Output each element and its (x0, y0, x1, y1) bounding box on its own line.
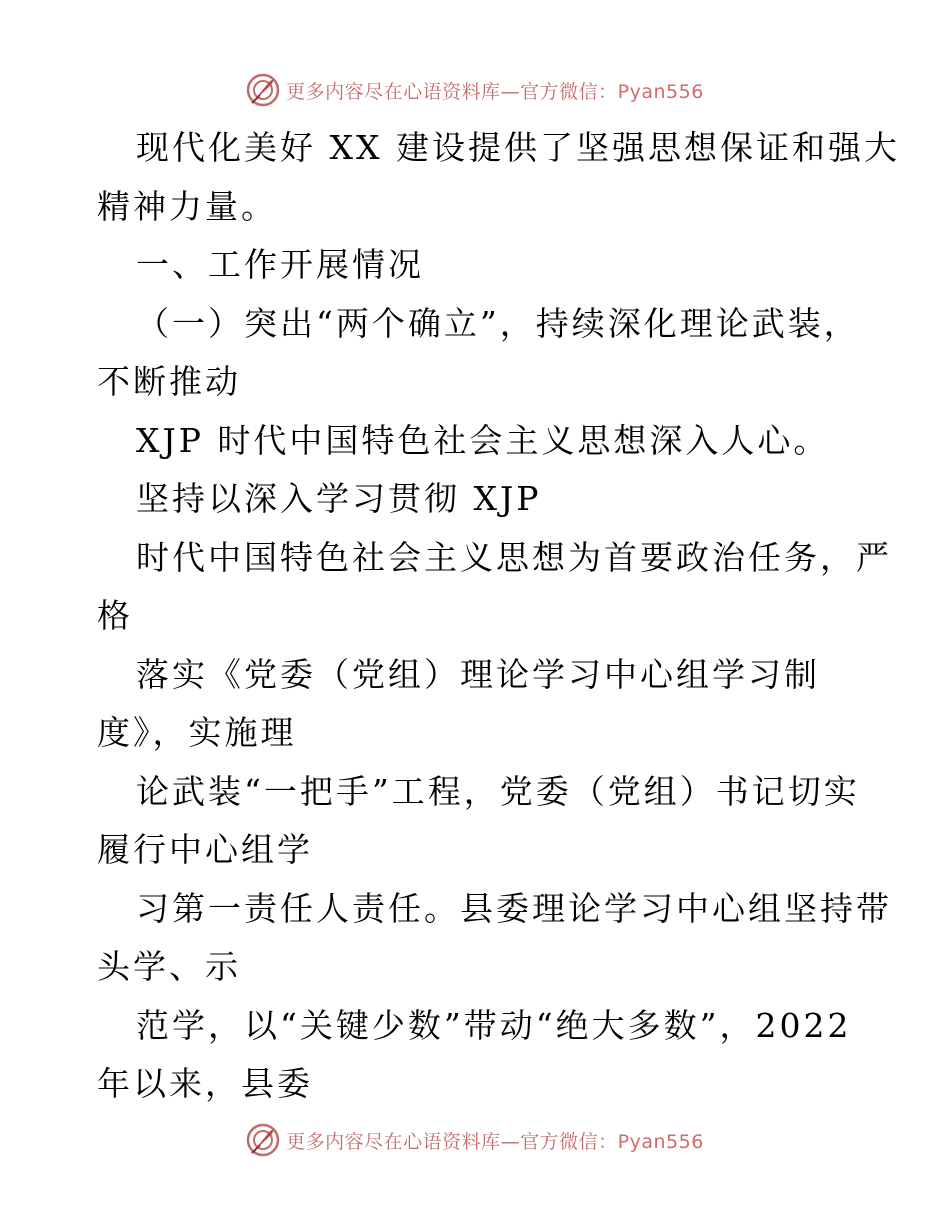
watermark-text: 更多内容尽在心语资料库—官方微信：Pyan556 (286, 80, 704, 103)
section-heading: 一、工作开展情况 (136, 245, 424, 284)
text-line: 坚持以深入学习贯彻 XJP (136, 479, 542, 518)
text-line: 习第一责任人责任。县委理论学习中心组坚持带 (136, 889, 892, 928)
text-line: 不断推动 (97, 362, 241, 401)
footer-watermark (0, 1122, 950, 1158)
subsection-heading: （一）突出“两个确立”，持续深化理论武装， (136, 304, 860, 343)
text-line: 范学，以“关键少数”带动“绝大多数”，2022 (136, 1006, 852, 1045)
text-line: 落实《党委（党组）理论学习中心组学习制 (136, 655, 820, 694)
text-line: 度》，实施理 (97, 713, 297, 752)
watermark-text: 更多内容尽在心语资料库—官方微信：Pyan556 (286, 1130, 704, 1153)
text-line: 精神力量。 (97, 187, 277, 226)
text-line: 论武装“一把手”工程，党委（党组）书记切实 (136, 772, 860, 811)
text-line: 现代化美好 XX 建设提供了坚强思想保证和强大 (136, 128, 900, 167)
text-line: 头学、示 (97, 947, 241, 986)
quill-pen-logo-icon (246, 1123, 280, 1157)
text-line: 格 (97, 596, 133, 635)
text-line: 年以来，县委 (97, 1064, 313, 1103)
text-line: 履行中心组学 (97, 830, 313, 869)
text-line: XJP 时代中国特色社会主义思想深入人心。 (136, 421, 830, 460)
text-line: 时代中国特色社会主义思想为首要政治任务，严 (136, 538, 892, 577)
